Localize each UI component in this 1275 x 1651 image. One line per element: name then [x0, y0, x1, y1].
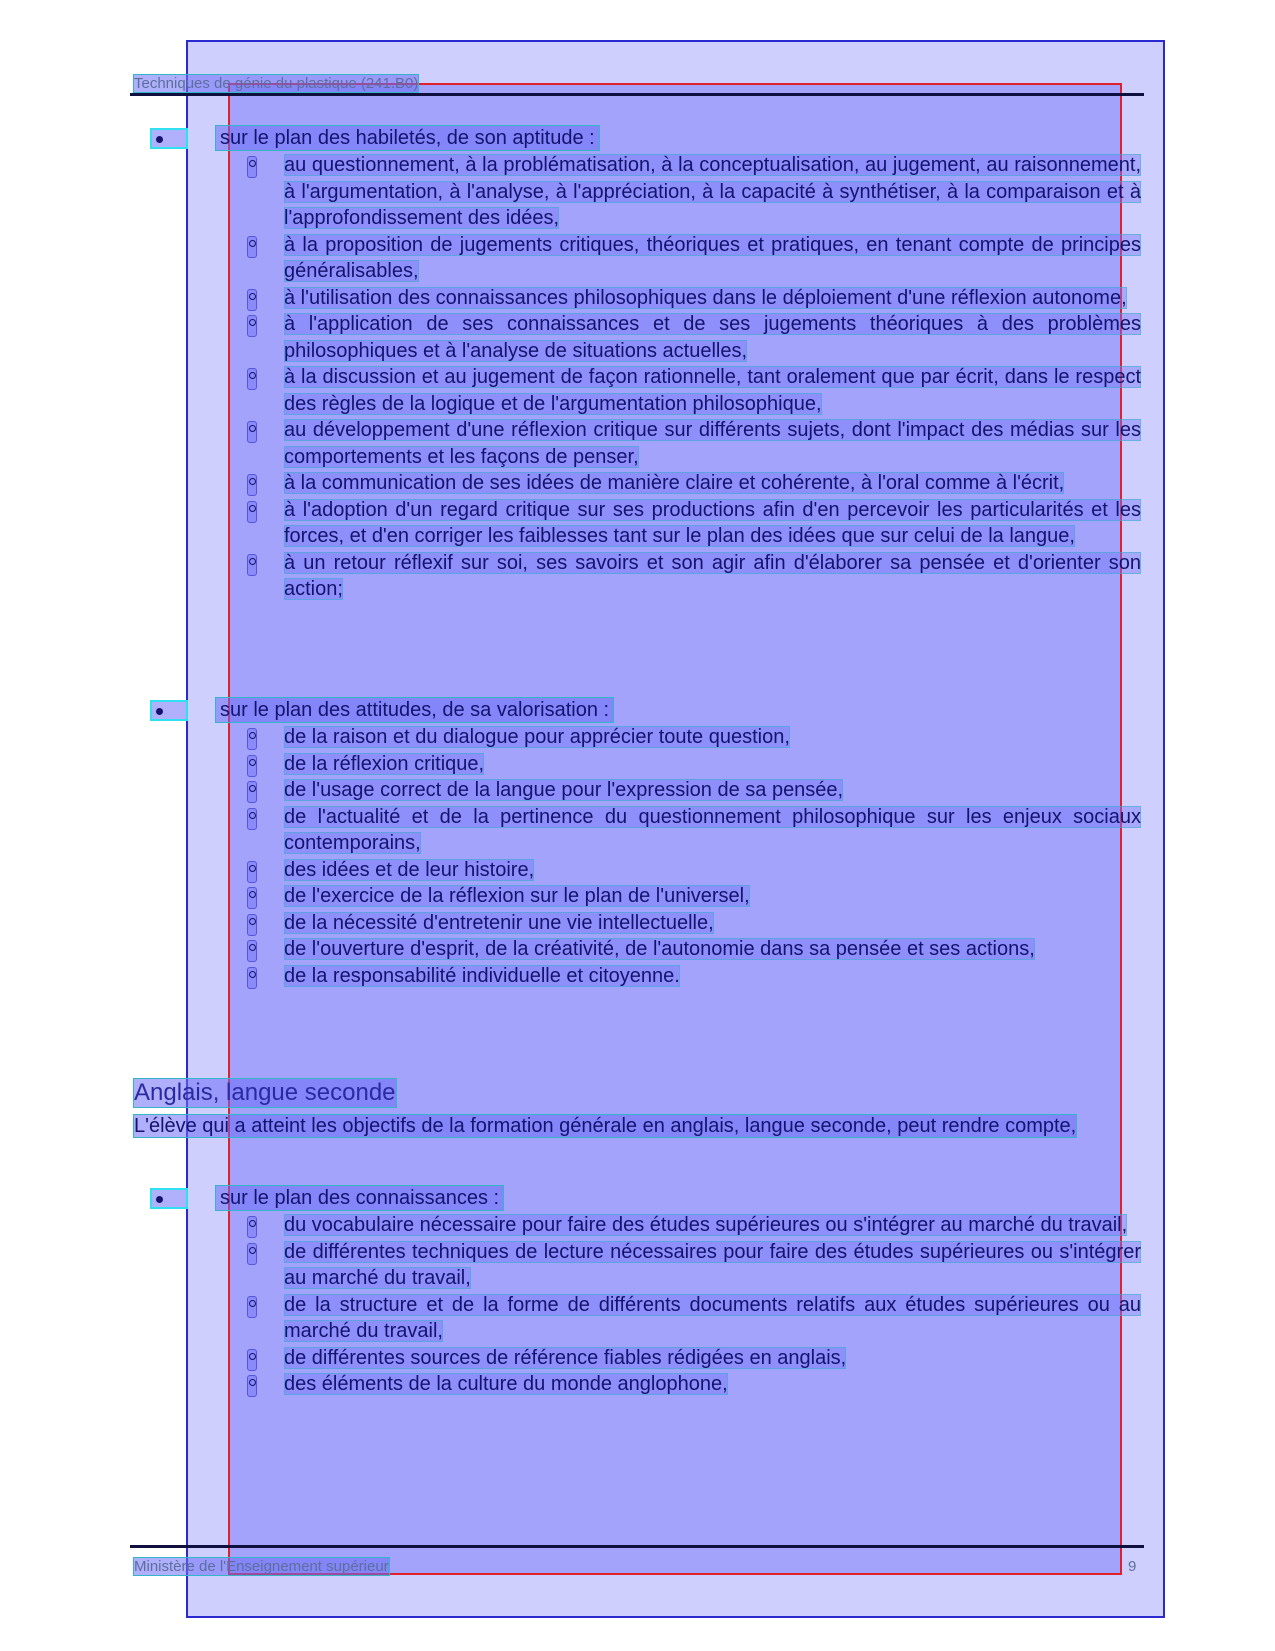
- habiletes-list: [244, 152, 1141, 603]
- sub-bullet-icon: [247, 501, 257, 523]
- list-item: [244, 311, 1141, 364]
- list-item-text: des idées et de leur histoire,: [284, 858, 535, 881]
- list-item-text: de différentes sources de référence fiables rédigées en anglais,: [284, 1346, 847, 1369]
- list-heading-attitudes: sur le plan des attitudes, de sa valorisation :: [216, 698, 613, 722]
- intro-text: L'élève qui a atteint les objectifs de la formation générale en anglais, langue seconde, peut rendre compte,: [134, 1115, 1077, 1137]
- list-item-text: de la structure et de la forme de différents documents relatifs aux études supérieures ou au marché du travail,: [284, 1293, 1141, 1342]
- sub-bullet-icon: [247, 861, 257, 883]
- list-item: [244, 857, 1141, 884]
- sub-bullet-icon: [247, 421, 257, 443]
- sub-bullet-icon: [247, 755, 257, 777]
- list-heading-connaissances: sur le plan des connaissances :: [216, 1186, 503, 1210]
- page-number: 9: [1128, 1558, 1137, 1575]
- sub-bullet-icon: [247, 728, 257, 750]
- list-item: [244, 724, 1141, 751]
- bullet-marker: [150, 128, 188, 149]
- sub-bullet-icon: [247, 808, 257, 830]
- list-item-text: de l'ouverture d'esprit, de la créativité, de l'autonomie dans sa pensée et ses actions,: [284, 938, 1035, 960]
- section-title-anglais: Anglais, langue seconde: [134, 1079, 396, 1106]
- list-item-text: à l'application de ses connaissances et de ses jugements théoriques à des problèmes philosophiques et à l'analyse de situations actuelles,: [284, 313, 1141, 362]
- list-item: [244, 152, 1141, 232]
- sub-bullet-icon: [247, 781, 257, 803]
- list-item: [244, 417, 1141, 470]
- list-item: [244, 497, 1141, 550]
- list-item-text: à un retour réflexif sur soi, ses savoirs et son agir afin d'élaborer sa pensée et d'orienter son action;: [284, 551, 1141, 600]
- sub-bullet-icon: [247, 1216, 257, 1238]
- list-item: [244, 285, 1141, 312]
- list-item: [244, 1292, 1141, 1345]
- sub-bullet-icon: [247, 1296, 257, 1318]
- sub-bullet-icon: [247, 940, 257, 962]
- sub-bullet-icon: [247, 914, 257, 936]
- sub-bullet-icon: [247, 315, 257, 337]
- running-footer: Ministère de l'Enseignement supérieur: [134, 1558, 389, 1575]
- list-item: [244, 883, 1141, 910]
- list-item-text: de la nécessité d'entretenir une vie intellectuelle,: [284, 911, 714, 934]
- list-item: [244, 1345, 1141, 1372]
- footer-rule: [130, 1545, 1144, 1548]
- bullet-marker: [150, 1188, 188, 1209]
- sub-bullet-icon: [247, 1349, 257, 1371]
- list-item-text: de la raison et du dialogue pour apprécier toute question,: [284, 726, 790, 748]
- sub-bullet-icon: [247, 1243, 257, 1265]
- list-item-text: des éléments de la culture du monde anglophone,: [284, 1373, 728, 1395]
- list-item-text: de l'exercice de la réflexion sur le plan de l'universel,: [284, 885, 750, 907]
- list-item-text: de l'usage correct de la langue pour l'expression de sa pensée,: [284, 779, 844, 801]
- sub-bullet-icon: [247, 1375, 257, 1397]
- list-item-text: à l'adoption d'un regard critique sur ses productions afin d'en percevoir les particularités et les forces, et d'en corriger les faiblesses tant sur le plan des idées que sur celui de la langue,: [284, 498, 1141, 547]
- list-item-text: à la discussion et au jugement de façon rationnelle, tant oralement que par écrit, dans le respect des règles de la logique et de l'argumentation philosophique,: [284, 366, 1141, 415]
- sub-bullet-icon: [247, 368, 257, 390]
- list-item-text: de la responsabilité individuelle et citoyenne.: [284, 964, 680, 987]
- connaissances-list: [244, 1212, 1141, 1398]
- list-item-text: à la communication de ses idées de manière claire et cohérente, à l'oral comme à l'écrit,: [284, 472, 1065, 494]
- sub-bullet-icon: [247, 289, 257, 311]
- list-item: [244, 470, 1141, 497]
- list-item: [244, 777, 1141, 804]
- list-item: [244, 1212, 1141, 1239]
- sub-bullet-icon: [247, 474, 257, 496]
- list-item-text: de l'actualité et de la pertinence du questionnement philosophique sur les enjeux sociaux contemporains,: [284, 805, 1141, 854]
- list-item-text: à l'utilisation des connaissances philosophiques dans le déploiement d'une réflexion autonome,: [284, 286, 1127, 309]
- list-item-text: à la proposition de jugements critiques, théoriques et pratiques, en tenant compte de principes généralisables,: [284, 233, 1141, 282]
- header-rule: [130, 93, 1144, 96]
- attitudes-list: [244, 724, 1141, 989]
- list-item-text: du vocabulaire nécessaire pour faire des études supérieures ou s'intégrer au marché du travail,: [284, 1214, 1128, 1236]
- sub-bullet-icon: [247, 887, 257, 909]
- list-item: [244, 364, 1141, 417]
- list-item: [244, 910, 1141, 937]
- list-item-text: au développement d'une réflexion critique sur différents sujets, dont l'impact des médias sur les comportements et les façons de penser,: [284, 419, 1141, 468]
- sub-bullet-icon: [247, 967, 257, 989]
- list-item: [244, 936, 1141, 963]
- sub-bullet-icon: [247, 236, 257, 258]
- sub-bullet-icon: [247, 554, 257, 576]
- list-item-text: de différentes techniques de lecture nécessaires pour faire des études supérieures ou s'intégrer au marché du travail,: [284, 1240, 1141, 1289]
- list-item: [244, 963, 1141, 990]
- list-item: [244, 1239, 1141, 1292]
- list-item: [244, 550, 1141, 603]
- list-heading-habiletes: sur le plan des habiletés, de son aptitude :: [216, 126, 599, 150]
- list-item-text: de la réflexion critique,: [284, 752, 485, 775]
- list-item: [244, 232, 1141, 285]
- bullet-marker: [150, 700, 188, 721]
- list-item-text: au questionnement, à la problématisation, à la conceptualisation, au jugement, au raisonnement, à l'argumentation, à l'analyse, à l'appréciation, à la capacité à synthétiser, à la comparaison et à l'approfondissement des idées,: [284, 154, 1141, 229]
- list-item: [244, 1371, 1141, 1398]
- running-header: Techniques de génie du plastique (241.B0): [134, 75, 419, 92]
- sub-bullet-icon: [247, 156, 257, 178]
- list-item: [244, 751, 1141, 778]
- intro-paragraph: [134, 1113, 1124, 1140]
- list-item: [244, 804, 1141, 857]
